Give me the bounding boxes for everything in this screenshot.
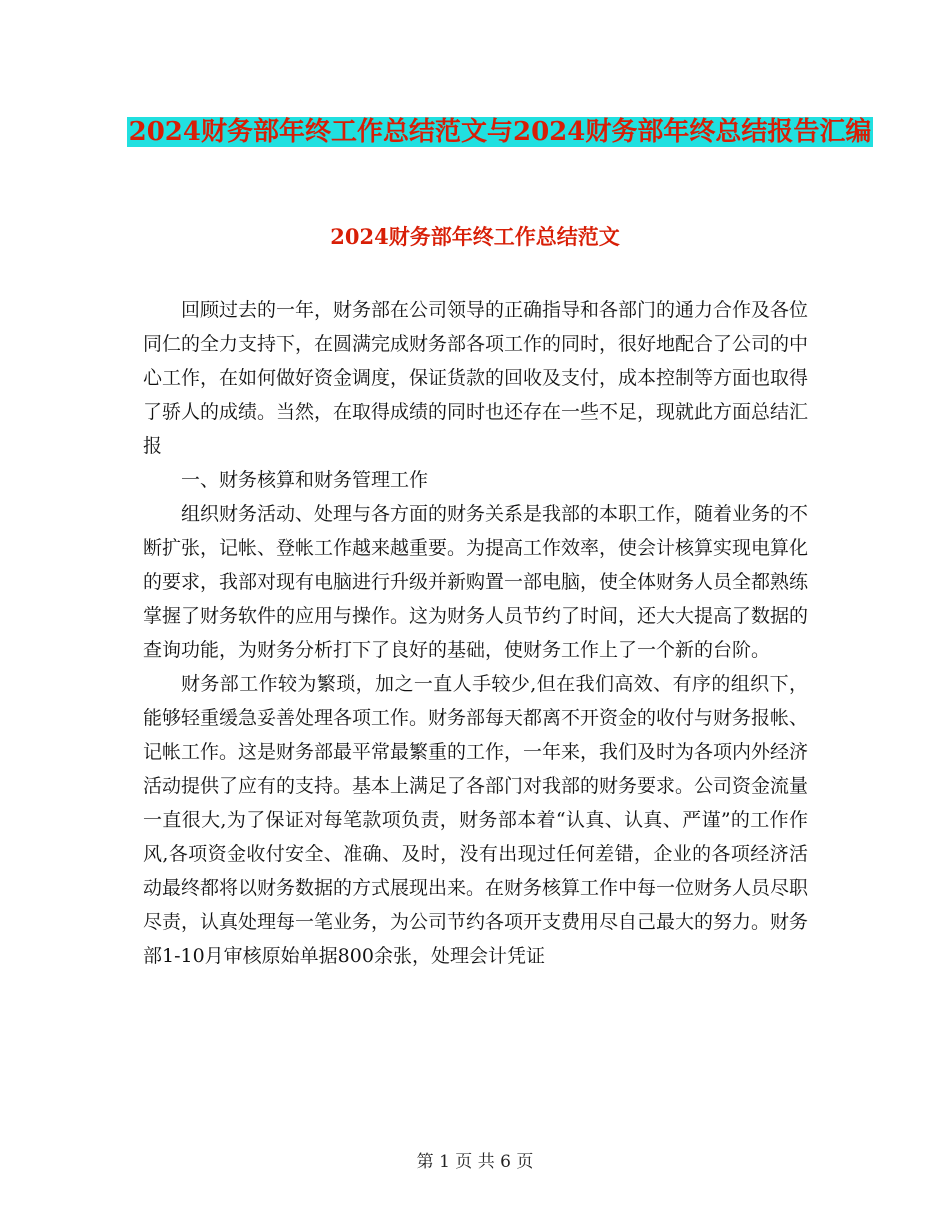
document-title-text: 2024财务部年终工作总结范文与2024财务部年终总结报告汇编 bbox=[128, 117, 872, 147]
document-body bbox=[143, 293, 808, 973]
section-title: 2024财务部年终工作总结范文 bbox=[330, 224, 620, 249]
document-title bbox=[120, 112, 880, 152]
paragraph: 组织财务活动、处理与各方面的财务关系是我部的本职工作，随着业务的不断扩张，记帐、登帐工作越来越重要。为提高工作效率，使会计核算实现电算化的要求，我部对现有电脑进行升级并新购置一部电脑，使全体财务人员全都熟练掌握了财务软件的应用与操作。这为财务人员节约了时间，还大大提高了数据的查询功能，为财务分析打下了良好的基础，使财务工作上了一个新的台阶。 bbox=[143, 503, 809, 661]
page-footer: 第 1 页 共 6 页 bbox=[416, 1152, 534, 1172]
paragraph-heading: 一、财务核算和财务管理工作 bbox=[181, 469, 429, 491]
paragraph: 回顾过去的一年，财务部在公司领导的正确指导和各部门的通力合作及各位同仁的全力支持下，在圆满完成财务部各项工作的同时，很好地配合了公司的中心工作，在如何做好资金调度，保证货款的回收及支付，成本控制等方面也取得了骄人的成绩。当然，在取得成绩的同时也还存在一些不足，现就此方面总结汇报 bbox=[143, 299, 809, 457]
paragraph: 财务部工作较为繁琐，加之一直人手较少,但在我们高效、有序的组织下，能够轻重缓急妥善处理各项工作。财务部每天都离不开资金的收付与财务报帐、记帐工作。这是财务部最平常最繁重的工作，一年来，我们及时为各项内外经济活动提供了应有的支持。基本上满足了各部门对我部的财务要求。公司资金流量一直很大,为了保证对每笔款项负责，财务部本着“认真、认真、严谨”的工作作风,各项资金收付安全、准确、及时，没有出现过任何差错，企业的各项经济活动最终都将以财务数据的方式展现出来。在财务核算工作中每一位财务人员尽职尽责，认真处理每一笔业务，为公司节约各项开支费用尽自己最大的努力。财务部1-10月审核原始单据800余张，处理会计凭证 bbox=[143, 673, 809, 967]
